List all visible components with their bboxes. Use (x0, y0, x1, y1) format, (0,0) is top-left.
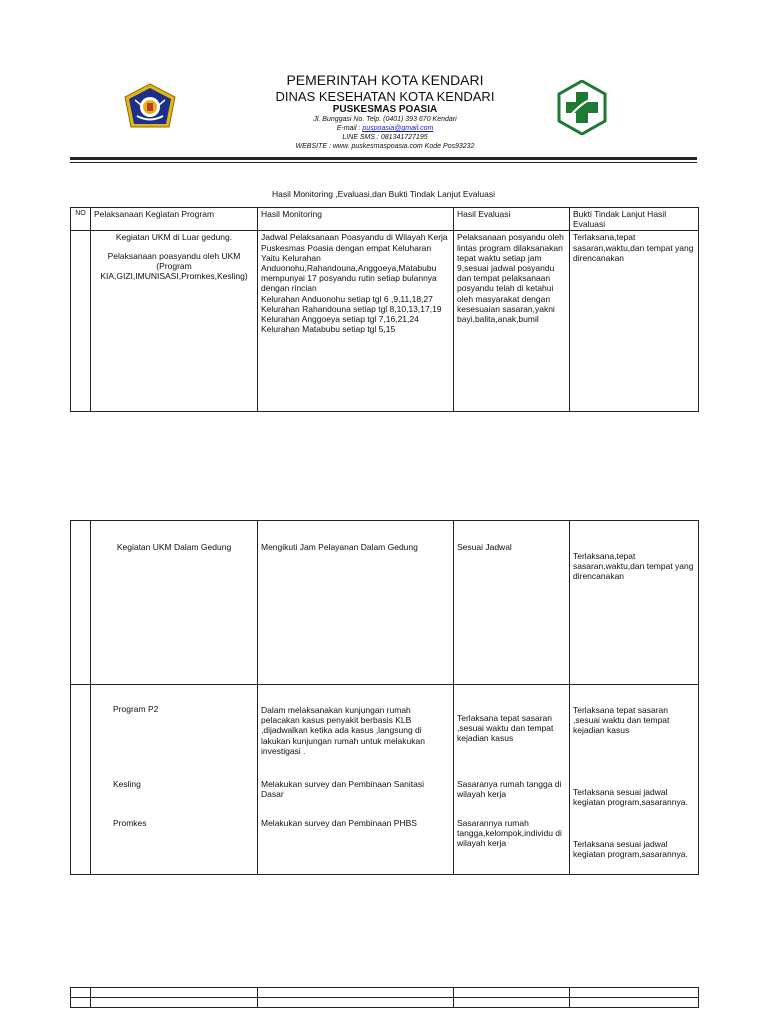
table-row (71, 231, 699, 412)
kegiatan-detail: Pelaksanaan poasyandu oleh UKM (Program KIA,GIZI,IMUNISASI,Promkes,Kesling) (100, 250, 248, 282)
cell-evaluasi (454, 998, 570, 1008)
cell-kegiatan (91, 685, 258, 875)
cell-monitoring (258, 988, 454, 998)
monitoring-table-2 (70, 520, 699, 875)
cell-bukti (570, 521, 699, 685)
cell-bukti (570, 998, 699, 1008)
cell-evaluasi: Sesuai Jadwal (454, 521, 570, 685)
monitoring-text: Jadwal Pelaksanaan Poasyandu di Wilayah Kerja Puskesmas Poasia dengan empat Keluharan Yaitu Kelurahan Anduonohu,Rahandouna,Anggoeya,Matabubu mempunyai 17 posyandu rutin setiap bulannya dengan rincian Kelurahan Anduonohu setiap tgl 6 ,9,11,18,27 Kelurahan Rahandouna setiap tgl 8,10,13,17,19 Kelurahan Anggoeya setiap tgl 7,16,21,24 Kelurahan Matabubu setiap tgl 5,15 (261, 232, 448, 335)
email-link[interactable]: puspoasia@gmail.com (362, 125, 434, 132)
cell-bukti (570, 231, 699, 412)
monitoring-p2: Dalam melaksanakan kunjungan rumah pelacakan kasus penyakit berbasis KLB ,dijadwalkan ketika ada kasus ,langsung di lakukan kunjungan rumah untuk melakukan investigasi . (261, 705, 425, 756)
header-monitoring: Hasil Monitoring (258, 208, 454, 231)
document-title: Hasil Monitoring ,Evaluasi,dan Bukti Tindak Lanjut Evaluasi (271, 189, 495, 199)
cell-monitoring (258, 685, 454, 875)
evaluasi-p2: Terlaksana tepat sasaran ,sesuai waktu dan tempat kejadian kasus (457, 713, 554, 744)
bukti-promkes: Terlaksana sesuai jadwal kegiatan program,sasarannya. (573, 839, 688, 860)
evaluasi-promkes: Sasarannya rumah tangga,kelompok,individu di wilayah kerja (457, 818, 562, 849)
cell-monitoring (258, 998, 454, 1008)
kegiatan-title: Kegiatan UKM di Luar gedung. (115, 232, 233, 243)
cell-kegiatan (91, 988, 258, 998)
header-email (200, 125, 570, 132)
email-label: E-mail : (336, 125, 363, 132)
bukti-text: Terlaksana,tepat sasaran,waktu,dan tempat yang direncanakan (573, 551, 694, 582)
header-government: PEMERINTAH KOTA KENDARI (286, 72, 484, 88)
monitoring-table-3 (70, 987, 699, 1008)
cell-kegiatan (91, 998, 258, 1008)
table-row (71, 685, 699, 875)
letterhead-rule-thick (70, 157, 697, 160)
header-no: NO (71, 208, 91, 231)
kegiatan-kesling: Kesling (113, 779, 141, 789)
letterhead-rule-thin (70, 162, 697, 163)
cell-bukti (570, 988, 699, 998)
evaluasi-text: Pelaksanaan posyandu oleh lintas program dilaksanakan tepat waktu setiap jam 9,sesuai jadwal posyandu dan tempat pelaksanaan posyandu telah di ketahui oleh masyarakat dengan kesesuaian sasaran,yakni bayi,balita,anak,bumil (457, 232, 564, 325)
monitoring-kesling: Melakukan survey dan Pembinaan Sanitasi Dasar (261, 779, 425, 800)
table-header-row (71, 208, 699, 231)
header-bukti: Bukti Tindak Lanjut Hasil Evaluasi (570, 208, 699, 231)
cell-kegiatan (91, 231, 258, 412)
cell-evaluasi (454, 231, 570, 412)
header-address: Jl. Bunggasi No. Telp. (0401) 393 670 Kendari (313, 116, 457, 123)
cell-monitoring: Mengikuti Jam Pelayanan Dalam Gedung (258, 521, 454, 685)
evaluasi-kesling: Sasaranya rumah tangga di wilayah kerja (457, 779, 562, 800)
monitoring-table-1 (70, 207, 699, 412)
header-website: WEBSITE : www. puskesmaspoasia.com Kode Pos93232 (295, 143, 475, 150)
header-kegiatan: Pelaksanaan Kegiatan Program (91, 208, 258, 231)
cell-no (71, 685, 91, 875)
kegiatan-p2: Program P2 (113, 704, 159, 714)
cell-evaluasi (454, 685, 570, 875)
table-row (71, 988, 699, 998)
bukti-text: Terlaksana,tepat sasaran,waktu,dan tempat yang direncanakan (573, 232, 694, 263)
cell-no (71, 231, 91, 412)
cell-kegiatan: Kegiatan UKM Dalam Gedung (91, 521, 258, 685)
cell-no (71, 521, 91, 685)
cell-evaluasi (454, 988, 570, 998)
kegiatan-promkes: Promkes (113, 818, 147, 828)
bukti-p2: Terlaksana tepat sasaran ,sesuai waktu dan tempat kejadian kasus (573, 705, 670, 736)
cell-no (71, 988, 91, 998)
table-row (71, 998, 699, 1008)
header-evaluasi: Hasil Evaluasi (454, 208, 570, 231)
cell-monitoring (258, 231, 454, 412)
table-row (71, 521, 699, 685)
header-department: DINAS KESEHATAN KOTA KENDARI (275, 89, 495, 104)
header-puskesmas: PUSKESMAS POASIA (332, 104, 438, 115)
cell-bukti (570, 685, 699, 875)
bukti-kesling: Terlaksana sesuai jadwal kegiatan program,sasarannya. (573, 787, 688, 808)
kota-kendari-emblem-icon (123, 83, 177, 131)
monitoring-promkes: Melakukan survey dan Pembinaan PHBS (261, 818, 417, 828)
cell-no (71, 998, 91, 1008)
header-sms: LINE SMS : 081341727195 (342, 134, 428, 141)
